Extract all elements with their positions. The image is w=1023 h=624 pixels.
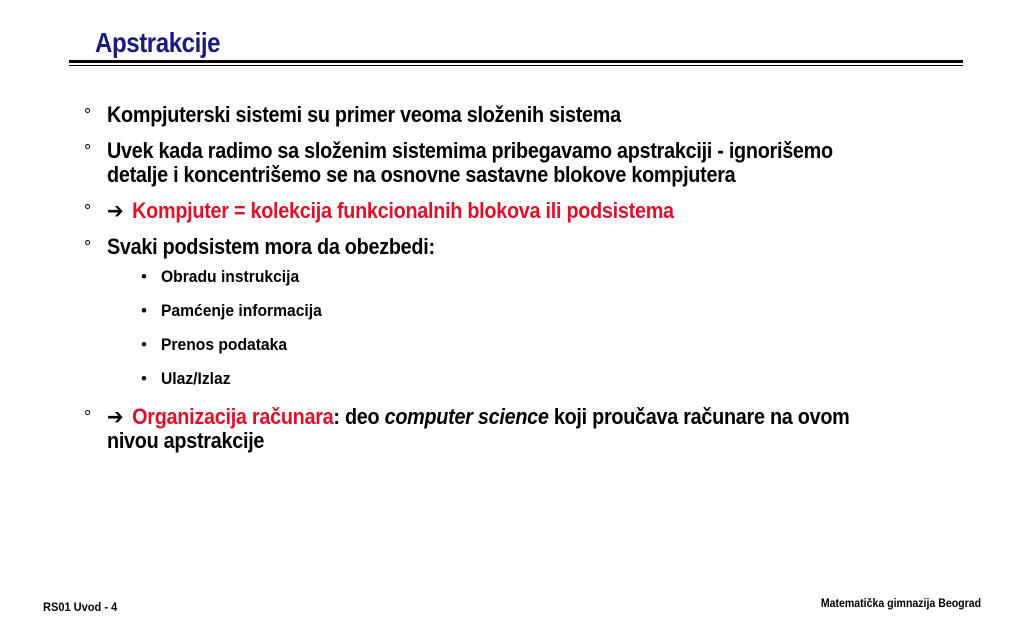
sub-item <box>141 301 954 321</box>
bullet-marker: ° <box>84 237 91 257</box>
arrow-icon: ➔ <box>107 404 124 429</box>
slide-title: Apstrakcije <box>95 27 221 58</box>
bullet-text-part: : deo <box>333 404 385 429</box>
sub-item-text: Prenos podataka <box>161 335 288 354</box>
sub-bullet-marker: • <box>141 267 147 286</box>
bullet-text-part: koji proučava računare na ovom nivou apstrakcije <box>107 404 850 453</box>
title-underline-thin <box>69 65 963 66</box>
footer-slide-number: RS01 Uvod - 4 <box>43 600 118 614</box>
bullet-item <box>84 199 954 223</box>
bullet-item <box>84 405 954 453</box>
footer-institution: Matematička gimnazija Beograd <box>820 596 981 610</box>
bullet-marker: ° <box>84 105 91 125</box>
bullet-marker: ° <box>84 141 91 161</box>
bullet-item <box>84 139 954 187</box>
arrow-icon: ➔ <box>107 198 124 223</box>
bullet-text: Kompjuterski sistemi su primer veoma složenih sistema <box>107 102 621 127</box>
bullet-marker: ° <box>84 201 91 221</box>
highlight-text: Organizacija računara <box>132 404 334 429</box>
highlight-text: Kompjuter = kolekcija funkcionalnih blokova ili podsistema <box>132 198 674 223</box>
italic-term: computer science <box>384 404 549 429</box>
bullet-text: Svaki podsistem mora da obezbedi: <box>107 234 435 259</box>
bullet-list <box>84 103 954 453</box>
bullet-text: Uvek kada radimo sa složenim sistemima pribegavamo apstrakciji - ignorišemo detalje i koncentrišemo se na osnovne sastavne blokove kompjutera <box>107 138 833 187</box>
title-underline <box>69 60 963 63</box>
sub-bullet-marker: • <box>141 335 147 354</box>
sub-bullet-marker: • <box>141 301 147 320</box>
sub-item-text: Obradu instrukcija <box>161 267 300 286</box>
sub-item-text: Pamćenje informacija <box>161 301 322 320</box>
bullet-marker: ° <box>84 407 91 427</box>
bullet-text-wrapper <box>107 405 869 453</box>
bullet-item <box>84 235 954 259</box>
sub-item <box>141 335 954 355</box>
sub-item <box>141 267 954 287</box>
bullet-item <box>84 103 954 127</box>
sub-bullet-marker: • <box>141 369 147 388</box>
sub-item-text: Ulaz/Izlaz <box>161 369 231 388</box>
bullet-text-wrapper <box>107 199 869 223</box>
sub-item <box>141 369 954 389</box>
